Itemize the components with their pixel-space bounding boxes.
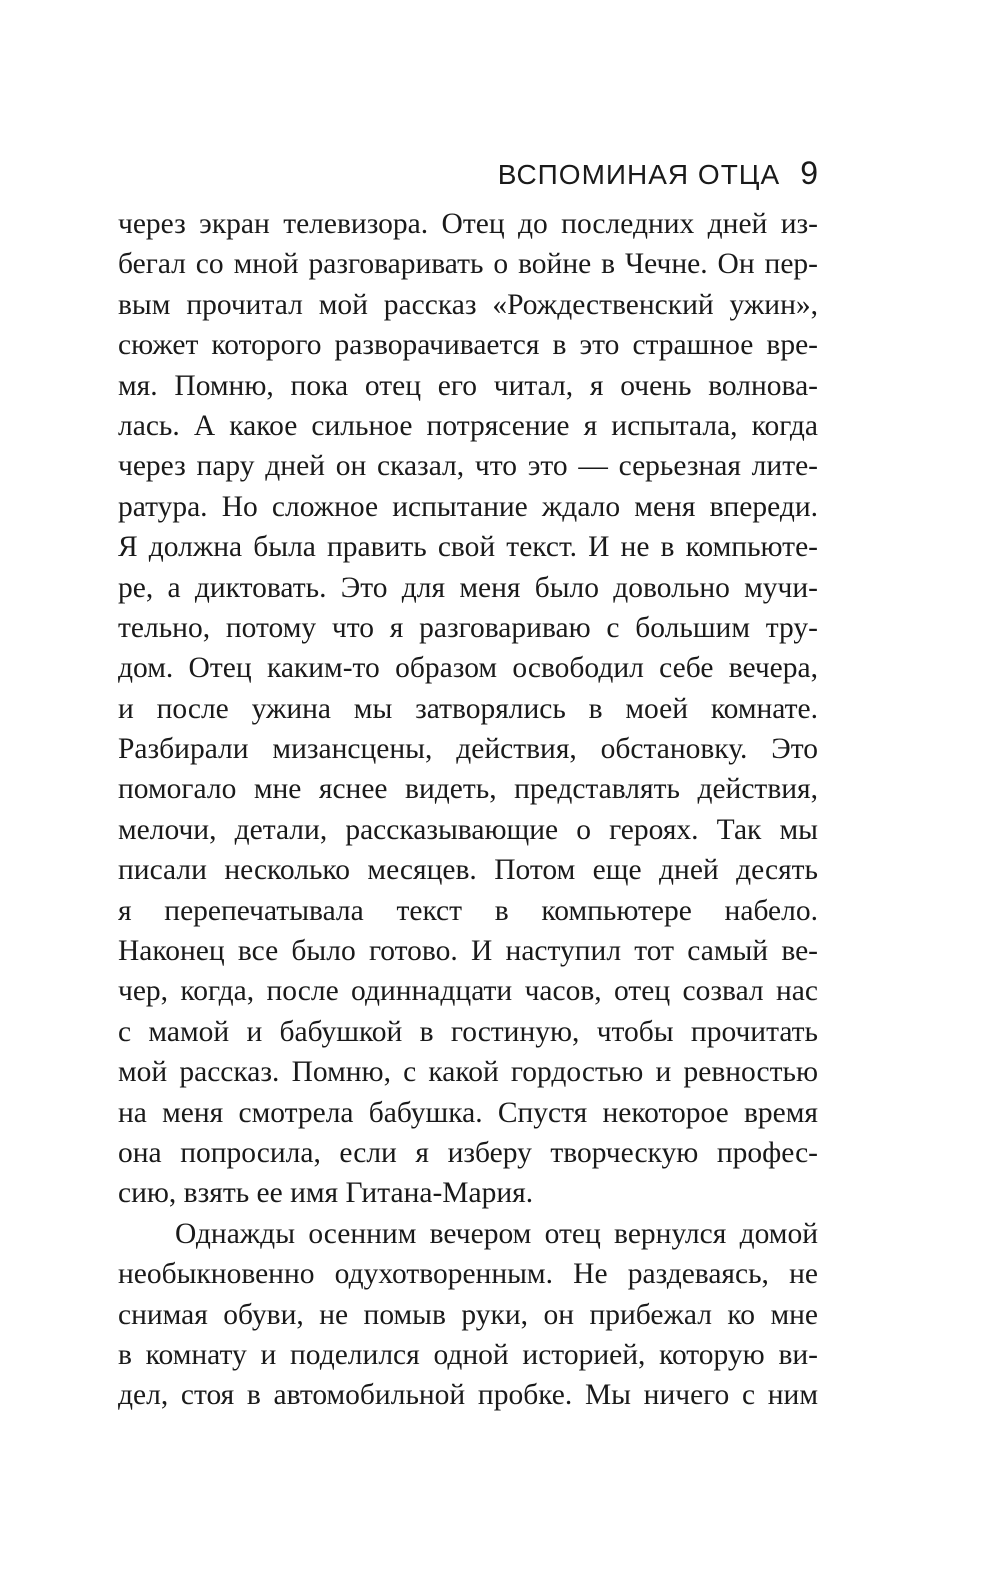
paragraph: [118, 1214, 818, 1416]
text-line: мелочи, детали, рассказывающие о героях. Так мы: [118, 813, 818, 846]
text-line: помогало мне яснее видеть, представлять действия,: [118, 773, 818, 806]
text-line: сюжет которого разворачивается в это страшное вре-: [118, 329, 818, 362]
text-line: бегал со мной разговаривать о войне в Чечне. Он пер-: [118, 248, 818, 281]
text-line: сию, взять ее имя Гитана-Мария.: [118, 1177, 534, 1210]
text-line: я перепечатывала текст в компьютере набело.: [118, 894, 818, 927]
body-text: [118, 204, 818, 1416]
text-line: дел, стоя в автомобильной пробке. Мы ничего с ним: [118, 1379, 818, 1412]
running-title: ВСПОМИНАЯ ОТЦА: [497, 159, 781, 190]
running-header: [118, 151, 818, 195]
text-line: необыкновенно одухотворенным. Не раздеваясь, не: [118, 1258, 818, 1291]
text-line: через пару дней он сказал, что это — серьезная лите-: [118, 450, 818, 483]
text-line: ре, а диктовать. Это для меня было довольно мучи-: [118, 571, 818, 604]
text-line: мя. Помню, пока отец его читал, я очень волнова-: [118, 369, 818, 402]
text-line: писали несколько месяцев. Потом еще дней десять: [118, 854, 818, 887]
text-line: тельно, потому что я разговариваю с большим тру-: [118, 611, 818, 644]
text-line: ратура. Но сложное испытание ждало меня впереди.: [118, 490, 818, 523]
text-line: Наконец все было готово. И наступил тот самый ве-: [118, 935, 818, 968]
text-line: Разбирали мизансцены, действия, обстановку. Это: [118, 733, 818, 766]
text-line: мой рассказ. Помню, с какой гордостью и ревностью: [118, 1056, 818, 1089]
text-line: снимая обуви, не помыв руки, он прибежал ко мне: [118, 1298, 818, 1331]
page-number: 9: [800, 155, 818, 191]
text-line: Однажды осенним вечером отец вернулся домой: [175, 1217, 818, 1250]
text-line: с мамой и бабушкой в гостиную, чтобы прочитать: [118, 1015, 818, 1048]
text-line: она попросила, если я изберу творческую профес-: [118, 1136, 818, 1169]
text-line: через экран телевизора. Отец до последних дней из-: [118, 208, 818, 240]
text-line: в комнату и поделился одной историей, которую ви-: [118, 1338, 818, 1371]
text-line: вым прочитал мой рассказ «Рождественский ужин»,: [118, 288, 818, 321]
paragraph: [118, 204, 818, 1214]
text-line: дом. Отец каким-то образом освободил себе вечера,: [118, 652, 818, 685]
text-line: Я должна была править свой текст. И не в компьюте-: [118, 531, 818, 564]
text-line: на меня смотрела бабушка. Спустя некоторое время: [118, 1096, 818, 1129]
text-line: и после ужина мы затворялись в моей комнате.: [118, 692, 818, 725]
text-line: лась. А какое сильное потрясение я испытала, когда: [118, 409, 818, 442]
text-line: чер, когда, после одиннадцати часов, отец созвал нас: [118, 975, 818, 1008]
